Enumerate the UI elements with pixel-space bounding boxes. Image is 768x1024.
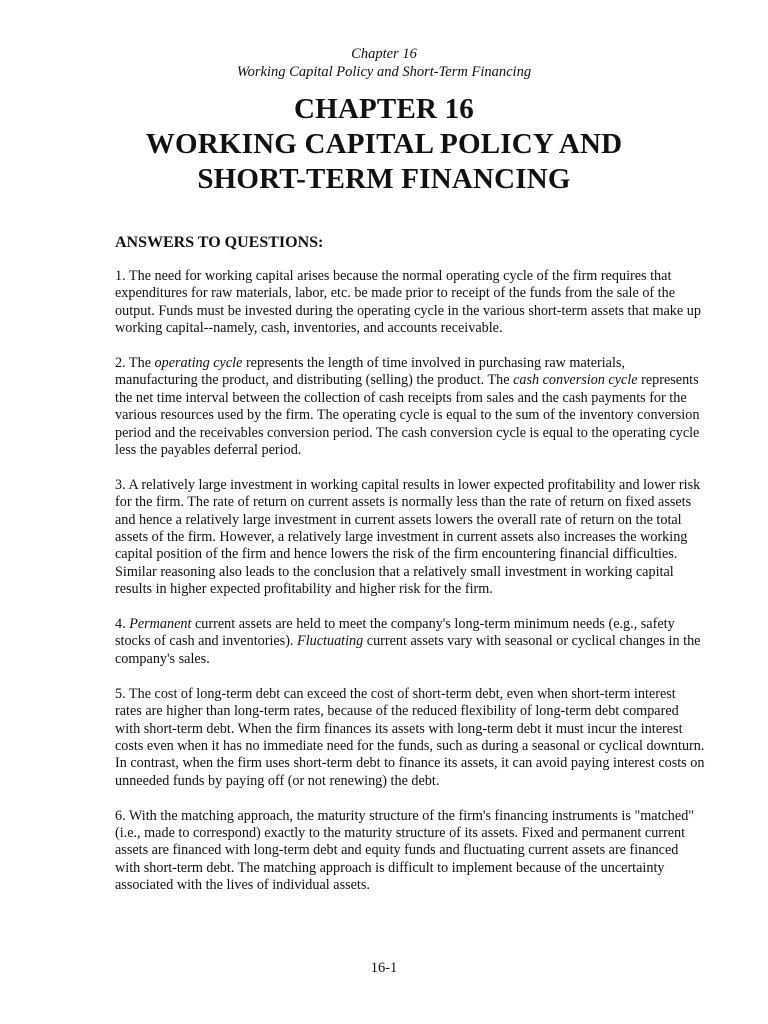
answer-4-term-fluctuating: Fluctuating — [297, 633, 364, 650]
running-head-subtitle: Working Capital Policy and Short-Term Financing — [236, 64, 532, 80]
chapter-title — [0, 92, 768, 197]
answers-body — [115, 268, 705, 912]
chapter-title-line-2: WORKING CAPITAL POLICY AND — [145, 128, 623, 160]
answer-2-term-cash-conversion-cycle: cash conversion cycle — [513, 372, 638, 389]
answer-2-text-2: represents the length of time involved in purchasing raw materials, manufacturing the product, and distributing (selling) the product. The — [115, 355, 625, 389]
answer-4 — [115, 616, 705, 668]
answer-4-text-1: 4. — [115, 616, 130, 633]
chapter-title-line-1: CHAPTER 16 — [293, 93, 475, 125]
answer-6: 6. With the matching approach, the maturity structure of the firm's financing instruments is "matched" (i.e., made to correspond) exactly to the maturity structure of its assets. Fixed and permanent current assets are financed with long-term debt and equity funds and fluctuating current assets are financed with short-term debt. The matching approach is difficult to implement because of the uncertainty associated with the lives of individual assets. — [115, 807, 695, 894]
answer-4-text-2: current assets are held to meet the company's long-term minimum needs (e.g., safety stocks of cash and inventories). — [115, 616, 675, 650]
running-head-chapter: Chapter 16 — [351, 46, 417, 62]
running-head — [0, 45, 768, 81]
section-heading: ANSWERS TO QUESTIONS: — [115, 234, 324, 251]
answer-2-term-operating-cycle: operating cycle — [154, 355, 243, 372]
chapter-title-line-3: SHORT-TERM FINANCING — [197, 163, 571, 195]
answer-3: 3. A relatively large investment in working capital results in lower expected profitability and lower risk for the firm. The rate of return on current assets is normally less than the rate of return on fixed assets and hence a relatively large investment in current assets lowers the overall rate of return on the total assets of the firm. However, a relatively large investment in current assets also increases the working capital position of the firm and hence lowers the risk of the firm encountering financial difficulties. Similar reasoning also leads to the conclusion that a relatively small investment in working capital results in higher expected profitability and higher risk for the firm. — [115, 476, 701, 598]
answer-2-text-1: 2. The — [115, 355, 155, 372]
answer-4-text-3: current assets vary with seasonal or cyclical changes in the company's sales. — [115, 633, 701, 667]
answer-1: 1. The need for working capital arises because the normal operating cycle of the firm requires that expenditures for raw materials, labor, etc. be made prior to receipt of the funds from the sale of the output. Funds must be invested during the operating cycle in the various short-term assets that make up working capital--namely, cash, inventories, and accounts receivable. — [115, 268, 701, 337]
answer-4-term-permanent: Permanent — [129, 616, 192, 633]
answer-5: 5. The cost of long-term debt can exceed the cost of short-term debt, even when short-term interest rates are higher than long-term rates, because of the reduced flexibility of long-term debt compared with short-term debt. When the firm finances its assets with long-term debt it must incur the interest costs even when it has no immediate need for the funds, such as during a seasonal or cyclical downturn. In contrast, when the firm uses short-term debt to finance its assets, it can avoid paying interest costs on unneeded funds by paying off (or not renewing) the debt. — [115, 685, 705, 789]
page-number: 16-1 — [370, 960, 398, 976]
answer-2 — [115, 355, 705, 459]
answer-2-text-3: represents the net time interval between the collection of cash receipts from sales and the cash payments for the various resources used by the firm. The operating cycle is equal to the sum of the inventory conversion period and the receivables conversion period. The cash conversion cycle is equal to the operating cycle less the payables deferral period. — [115, 372, 700, 459]
